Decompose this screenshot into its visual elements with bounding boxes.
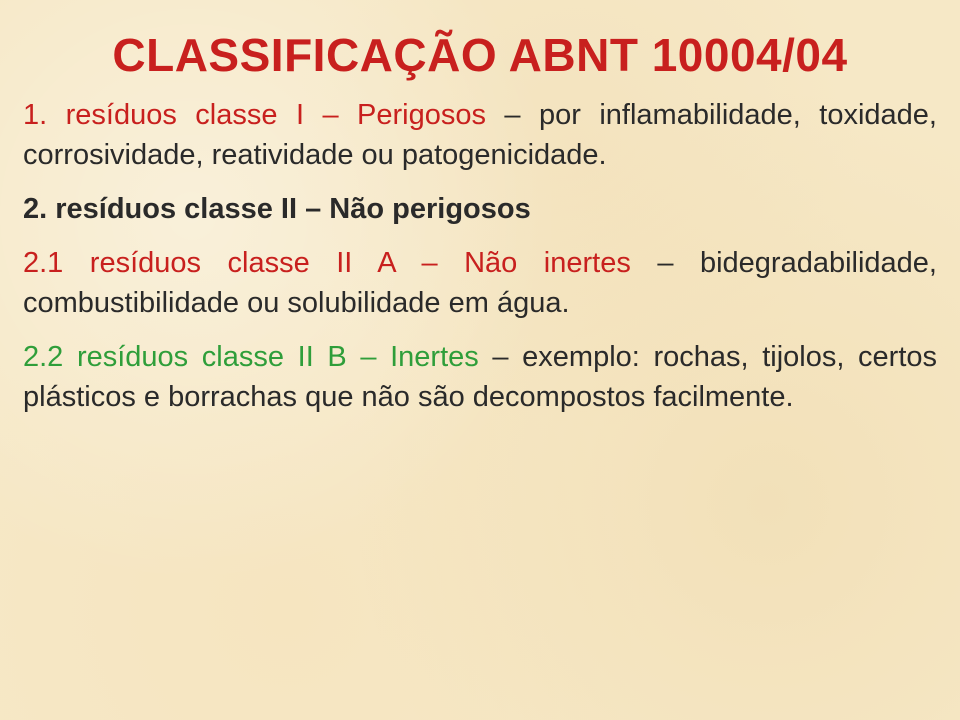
item-class-ii-b — [23, 337, 937, 417]
item-class-ii-a-description: – bidegradabilidade, combustibilidade ou solubilidade em água. — [23, 247, 937, 320]
item-class-i — [23, 95, 937, 175]
slide-content — [23, 95, 937, 431]
item-class-ii — [23, 189, 937, 229]
item-class-ii-b-description: – exemplo: rochas, tijolos, certos plásticos e borrachas que não são decompostos facilmente. — [23, 341, 938, 414]
slide-title: CLASSIFICAÇÃO ABNT 10004/04 — [112, 29, 848, 81]
item-class-i-heading: 1. resíduos classe I – Perigosos — [23, 99, 486, 131]
item-class-ii-a-heading: 2.1 resíduos classe II A – Não inertes — [23, 247, 631, 280]
item-class-ii-a — [23, 243, 937, 323]
item-class-ii-b-heading: 2.2 resíduos classe II B – Inertes — [23, 341, 479, 374]
item-class-i-description: – por inflamabilidade, toxidade, corrosividade, reatividade ou patogenicidade. — [23, 99, 937, 172]
item-class-ii-heading: 2. resíduos classe II – Não perigosos — [23, 193, 531, 226]
